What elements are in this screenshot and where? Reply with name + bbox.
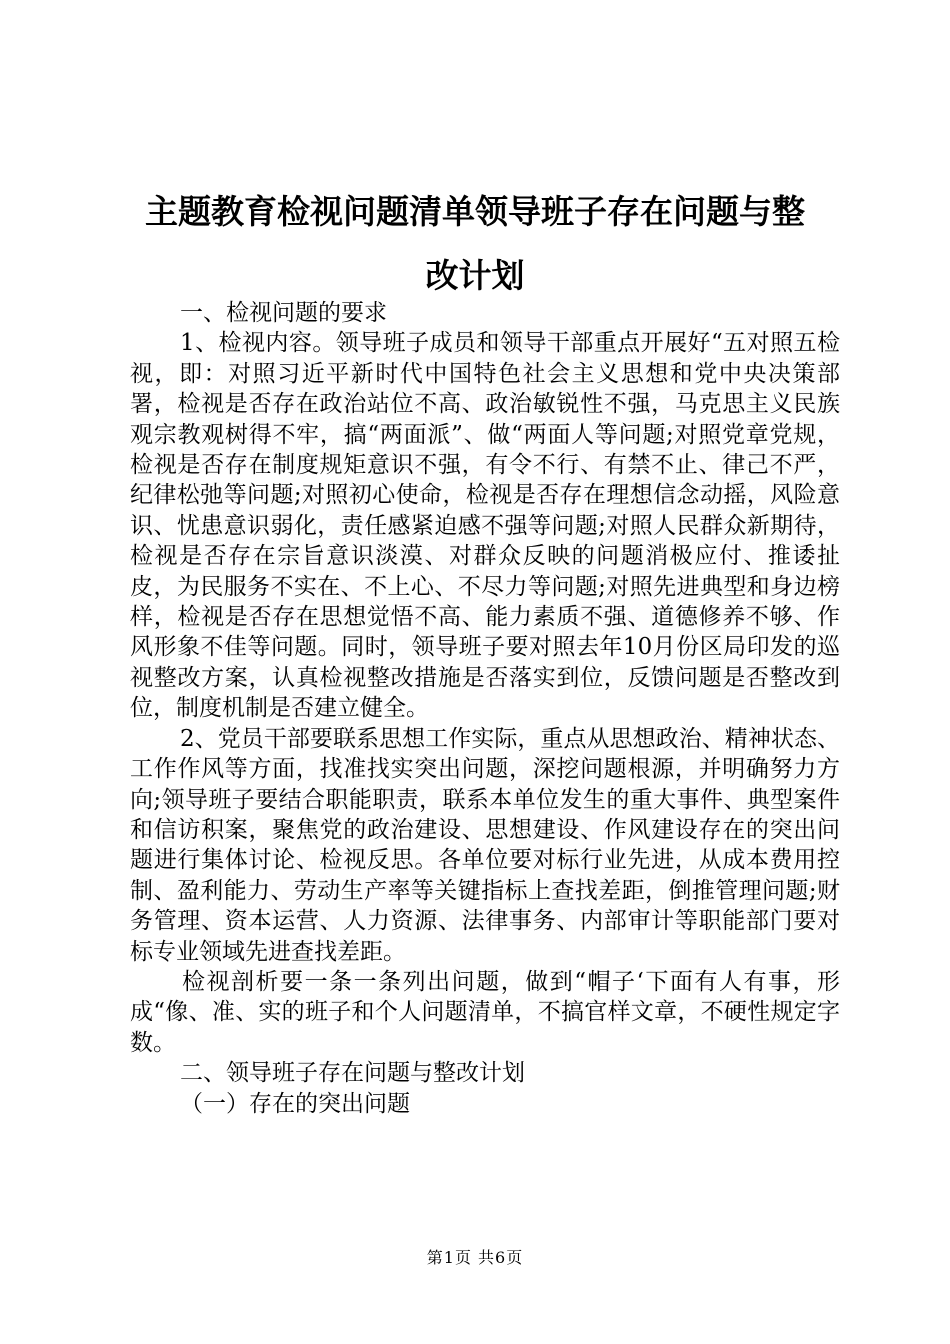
document-body [130,298,840,1119]
document-title-line-2: 改计划 [425,256,525,295]
paragraph-2: 2、党员干部要联系思想工作实际，重点从思想政治、精神状态、工作作风等方面，找准找实突出问题，深挖问题根源，并明确努力方向;领导班子要结合职能职责，联系本单位发生的重大事件、典型案件和信访积案，聚焦党的政治建设、思想建设、作风建设存在的突出问题进行集体讨论、检视反思。各单位要对标行业先进，从成本费用控制、盈利能力、劳动生产率等关键指标上查找差距，倒推管理问题;财务管理、资本运营、人力资源、法律事务、内部审计等职能部门要对标专业领域先进查找差距。 [130,725,840,965]
subsection-heading-1: （一）存在的突出问题 [180,1090,410,1117]
section-heading-1: 一、检视问题的要求 [180,300,387,326]
paragraph-3: 检视剖析要一条一条列出问题，做到“帽子‘下面有人有事，形成“像、准、实的班子和个人问题清单，不搞官样文章，不硬性规定字数。 [130,968,840,1056]
document-title-line-1: 主题教育检视问题清单领导班子存在问题与整 [145,192,805,231]
section-heading-2: 二、领导班子存在问题与整改计划 [180,1060,525,1087]
paragraph-1: 1、检视内容。领导班子成员和领导干部重点开展好“五对照五检视，即：对照习近平新时代中国特色社会主义思想和党中央决策部署，检视是否存在政治站位不高、政治敏锐性不强，马克思主义民族观宗教观树得不牢，搞“两面派”、做“两面人等问题;对照党章党规，检视是否存在制度规矩意识不强，有令不行、有禁不止、律己不严，纪律松弛等问题;对照初心使命，检视是否存在理想信念动摇，风险意识、忧患意识弱化，责任感紧迫感不强等问题;对照人民群众新期待，检视是否存在宗旨意识淡漠、对群众反映的问题消极应付、推诿扯皮，为民服务不实在、不上心、不尽力等问题;对照先进典型和身边榜样，检视是否存在思想觉悟不高、能力素质不强、道德修养不够、作风形象不佳等问题。同时，领导班子要对照去年10月份区局印发的巡视整改方案，认真检视整改措施是否落实到位，反馈问题是否整改到位，制度机制是否建立健全。 [130,330,840,722]
page-number-footer: 第1页 共6页 [426,1248,524,1267]
